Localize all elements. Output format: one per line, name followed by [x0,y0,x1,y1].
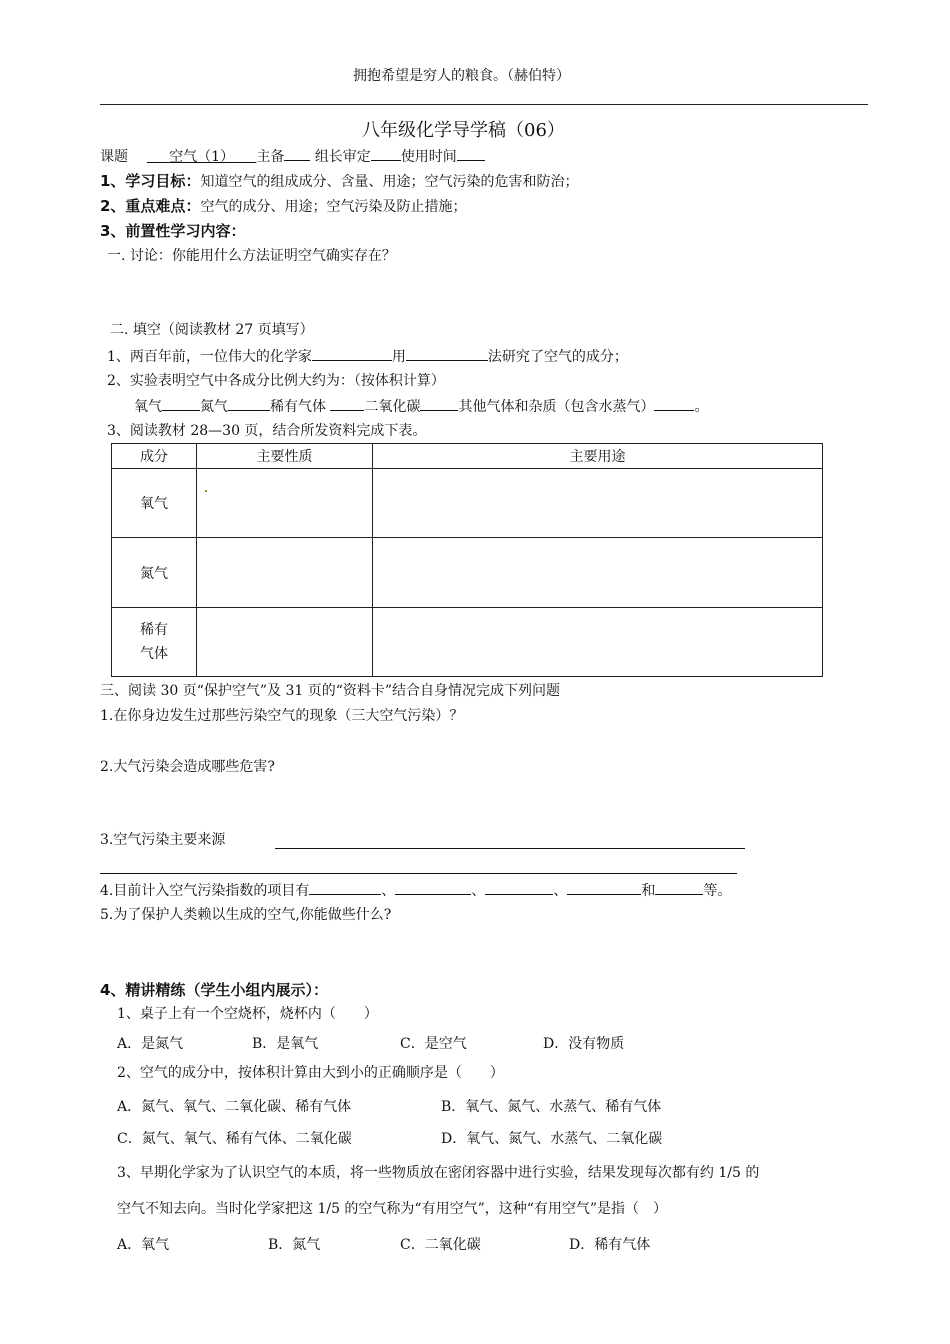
mc1-option-c[interactable]: C．是空气 [400,1036,467,1052]
table-cell-use[interactable] [373,538,823,608]
header-divider [100,104,868,105]
section-1: 1、学习目标：知道空气的组成成分、含量、用途；空气污染的危害和防治； [100,172,579,190]
other-blank[interactable] [654,396,694,411]
rare-gas-blank[interactable] [330,396,364,411]
table-cell-component: 氮气 [112,538,197,608]
fill-2-items: 氧气 氮气 稀有气体 二氧化碳 其他气体和杂质（包含水蒸气） 。 [134,396,708,417]
stray-mark [205,490,207,492]
fill-2: 2、实验表明空气中各成分比例大约为：（按体积计算） [107,373,445,389]
part3-q4: 4.目前计入空气污染指数的项目有 、 、 、 和 等。 [100,880,731,901]
index-blank-4[interactable] [567,880,641,895]
mc3-question-line-2: 空气不知去向。当时化学家把这 1/5 的空气称为“有用空气”，这种“有用空气”是指（ ） [117,1201,668,1217]
co2-blank[interactable] [420,396,458,411]
page-title: 八年级化学导学稿（06） [362,120,565,141]
table-cell-property[interactable] [197,469,373,538]
mc3-option-b[interactable]: B．氮气 [268,1237,321,1253]
mc2-option-d[interactable]: D．氧气、氮气、水蒸气、二氧化碳 [441,1131,663,1147]
review-label: 组长审定 [314,149,371,165]
mc1-question: 1、桌子上有一个空烧杯，烧杯内（ ） [117,1006,378,1022]
review-blank[interactable] [371,146,401,161]
mc2-option-c[interactable]: C．氮气、氧气、稀有气体、二氧化碳 [117,1131,352,1147]
meta-line [100,146,485,167]
fill-title: 二. 填空（阅读教材 27 页填写） [110,322,314,338]
part3-title: 三、阅读 30 页“保护空气”及 31 页的“资料卡”结合自身情况完成下列问题 [100,683,561,699]
mc1-option-d[interactable]: D．没有物质 [543,1036,625,1052]
table-cell-property[interactable] [197,608,373,677]
table-row [112,538,823,608]
table-cell-use[interactable] [373,469,823,538]
index-blank-2[interactable] [395,880,471,895]
mc2-option-b[interactable]: B．氧气、氮气、水蒸气、稀有气体 [441,1099,662,1115]
time-label: 使用时间 [400,149,457,165]
course-label: 课题 [100,149,128,165]
table-cell-component: 稀有 气体 [112,608,197,677]
table-cell-property[interactable] [197,538,373,608]
method-blank[interactable] [406,346,488,361]
table-header-cell: 成分 [112,444,197,469]
section-2: 2、重点难点：空气的成分、用途；空气污染及防止措施； [100,197,467,215]
oxygen-blank[interactable] [162,396,200,411]
properties-table [111,443,823,677]
part3-q1: 1.在你身边发生过那些污染空气的现象（三大空气污染）？ [100,708,464,724]
table-header-cell: 主要性质 [197,444,373,469]
mc1-option-a[interactable]: A．是氮气 [117,1036,184,1052]
header-quote: 拥抱希望是穷人的粮食。（赫伯特） [353,68,570,84]
mc3-option-a[interactable]: A．氧气 [117,1237,170,1253]
mc3-option-d[interactable]: D．稀有气体 [569,1237,651,1253]
discuss-question: 一. 讨论：你能用什么方法证明空气确实存在？ [107,248,396,264]
table-row [112,469,823,538]
section-3-title: 3、前置性学习内容： [100,222,246,240]
part3-q3: 3.空气污染主要来源 [100,832,226,848]
index-blank-5[interactable] [655,880,703,895]
nitrogen-blank[interactable] [228,396,270,411]
part3-q2: 2.大气污染会造成哪些危害? [100,759,275,775]
lead-label: 主备 [256,149,285,165]
table-header-row [112,444,823,469]
mc3-option-c[interactable]: C．二氧化碳 [400,1237,481,1253]
mc2-question: 2、空气的成分中，按体积计算由大到小的正确顺序是（ ） [117,1065,504,1081]
index-blank-1[interactable] [309,880,381,895]
course-value: 空气（1） [169,149,235,165]
table-row [112,608,823,677]
fill-3: 3、阅读教材 28—30 页，结合所发资料完成下表。 [107,423,427,439]
table-cell-use[interactable] [373,608,823,677]
fill-1: 1、两百年前，一位伟大的化学家 用 法研究了空气的成分； [107,346,628,367]
index-blank-3[interactable] [485,880,553,895]
source-answer-line-1[interactable] [275,848,745,849]
time-blank[interactable] [457,146,485,161]
mc1-option-b[interactable]: B．是氧气 [252,1036,319,1052]
part3-q5: 5.为了保护人类赖以生成的空气,你能做些什么? [100,907,392,923]
source-answer-line-2[interactable] [100,873,737,874]
table-cell-component: 氧气 [112,469,197,538]
section-4-title: 4、精讲精练（学生小组内展示）： [100,981,328,999]
mc2-option-a[interactable]: A．氮气、氧气、二氧化碳、稀有气体 [117,1099,352,1115]
chemist-blank[interactable] [312,346,392,361]
mc3-question-line-1: 3、早期化学家为了认识空气的本质，将一些物质放在密闭容器中进行实验，结果发现每次都有约 1/5 的 [117,1165,760,1181]
lead-blank[interactable] [284,146,310,161]
table-header-cell: 主要用途 [373,444,823,469]
